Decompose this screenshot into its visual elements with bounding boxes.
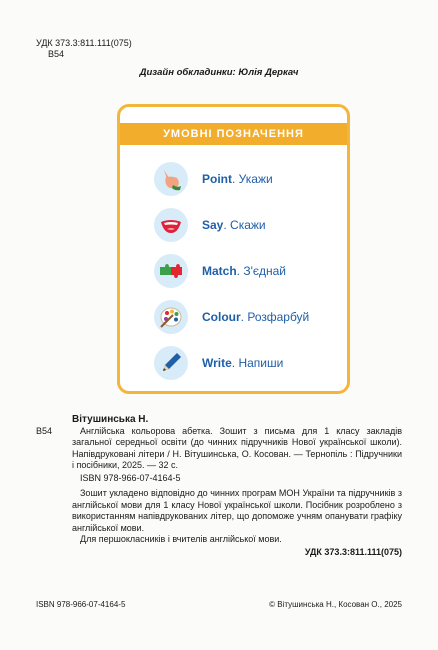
- catalog-entry: [36, 414, 402, 558]
- credit-name: Юлія Деркач: [238, 67, 299, 78]
- bibliographic-record: [36, 426, 402, 472]
- legend-label-ua: . З'єднай: [236, 264, 287, 278]
- footer-isbn: ISBN 978-966-07-4164-5: [36, 600, 126, 609]
- book-description: Англійська кольорова абетка. Зошит з письма для 1 класу закладів загальної середньої освіти (до чинних підручників Нової української школи). Напівдруковані літери / Н. Вітушинська, О. Косован. — Тернопіль : Підручники і посібники, 2025. — 32 с.: [72, 425, 402, 470]
- udk-header: [36, 38, 132, 60]
- smiling-mouth-icon: [154, 208, 188, 242]
- legend-item-point: [154, 161, 344, 197]
- udk-code: УДК 373.3:811.111(075): [304, 546, 402, 557]
- legend-label-en: Match: [202, 264, 237, 278]
- legend-item-write: [154, 345, 344, 381]
- library-code: В54: [36, 425, 53, 436]
- paint-palette-icon: [154, 300, 188, 334]
- legend-label-ua: . Розфарбуй: [240, 310, 310, 324]
- annotation: Зошит укладено відповідно до чинних програм МОН України та підручників з англійської мови для 1 класу Нової української школи. Посібник розроблено з використанням напівдрукованих літер, що допоможе учням опанувати графіку англійської мови.: [72, 488, 402, 533]
- puzzle-pieces-icon: [154, 254, 188, 288]
- legend-label-ua: . Скажи: [223, 218, 266, 232]
- legend-item-match: [154, 253, 344, 289]
- legend-label-en: Say: [202, 218, 224, 232]
- legend-item-say: [154, 207, 344, 243]
- legend-label-en: Point: [202, 172, 232, 186]
- isbn: ISBN 978-966-07-4164-5: [80, 472, 181, 483]
- udk-code: УДК 373.3:811.111(075): [36, 38, 132, 48]
- cover-design-credit: [0, 67, 438, 78]
- credit-label: Дизайн обкладинки:: [139, 67, 236, 78]
- legend-label-en: Write: [202, 356, 232, 370]
- author-name: Вітушинська Н.: [72, 414, 149, 425]
- legend-box: [117, 104, 350, 394]
- audience-note: Для першокласників і вчителів англійської мови.: [80, 534, 282, 544]
- legend-label-ua: . Укажи: [232, 172, 273, 186]
- pencil-icon: [154, 346, 188, 380]
- legend-item-colour: [154, 299, 344, 335]
- footer-copyright: © Вітушинська Н., Косован О., 2025: [269, 600, 402, 609]
- legend-label-ua: . Напиши: [231, 356, 284, 370]
- legend-label-en: Colour: [202, 310, 241, 324]
- pointing-hand-icon: [154, 162, 188, 196]
- library-code: В54: [48, 49, 65, 59]
- legend-title: УМОВНІ ПОЗНАЧЕННЯ: [120, 123, 347, 145]
